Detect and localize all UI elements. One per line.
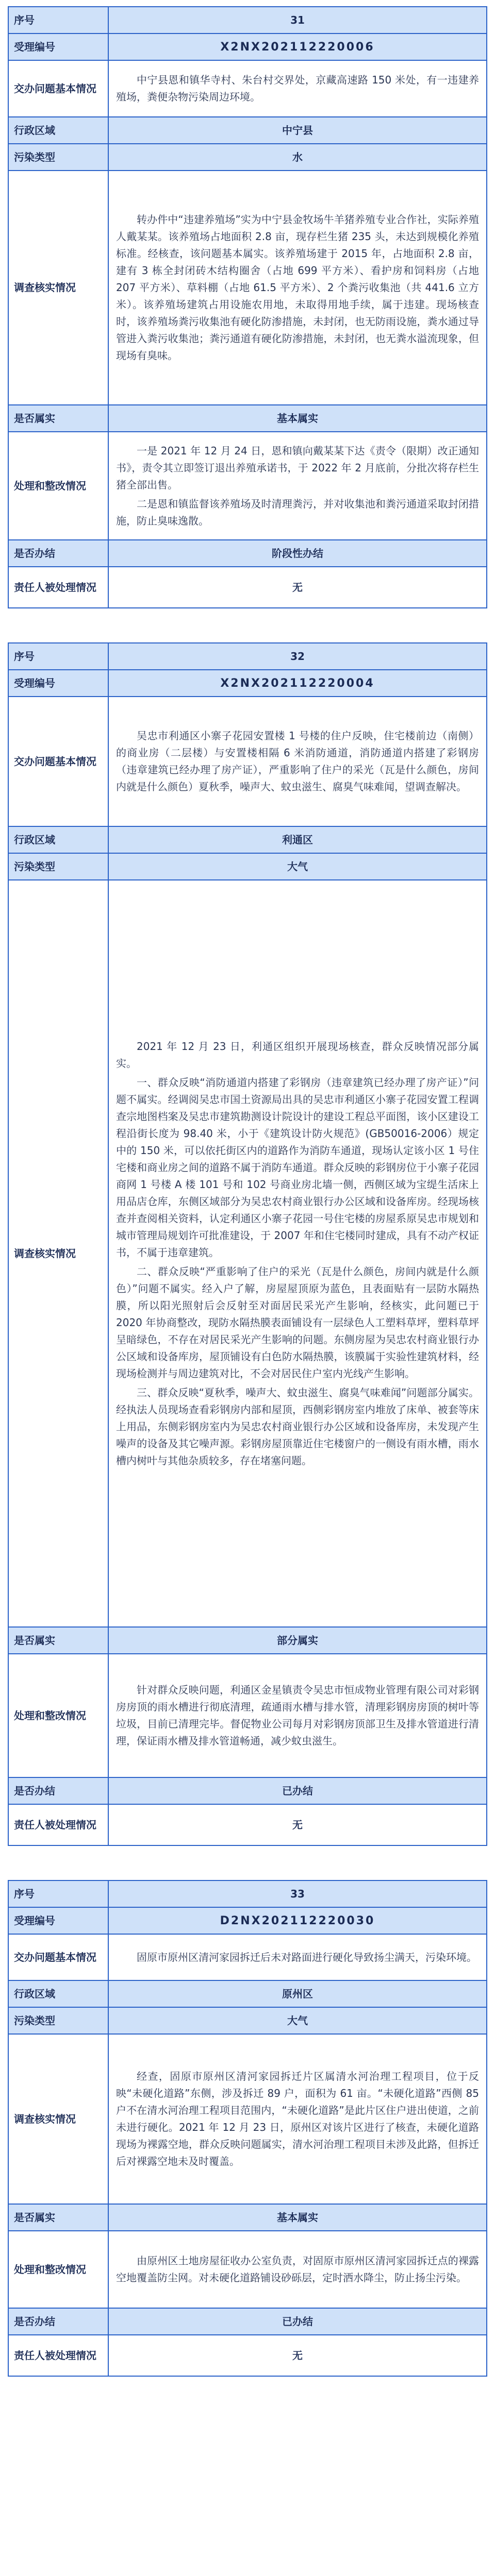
type-label: 污染类型 bbox=[8, 2007, 108, 2034]
investigation-paragraph: 二、群众反映“严重影响了住户的采光（瓦是什么颜色，房间内就是什么颜色）”问题不属实。经入户了解，房屋屋顶原为蓝色，且表面贴有一层防水隔热膜，所以阳光照射后会反射至对面居民采光产生影响，经核实，此问题已于 2020 年协商整改，现防水隔热膜表面铺设有一层绿色人工塑料草坪，塑料草坪呈暗绿色，不存在对居民采光产生影响的问题。东侧房屋为吴忠农村商业银行办公区域和设备库房，屋顶铺设有白色防水隔热膜，该膜属于实验性建筑材料，经现场检测并与周边建筑对比，不会对居民住户室内光线产生影响。 bbox=[116, 1265, 479, 1380]
issue-text bbox=[108, 60, 487, 117]
region-value: 中宁县 bbox=[108, 117, 487, 144]
handling-paragraph: 一是 2021 年 12 月 24 日，恩和镇向戴某某下达《责令（限期）改正通知书》，责令其立即签订退出养殖承诺书，于 2022 年 2 月底前，分批次将存栏生猪全部出售。 bbox=[116, 444, 479, 491]
investigation-label: 调查核实情况 bbox=[8, 880, 108, 1627]
handling-paragraph: 二是恩和镇监督该养殖场及时清理粪污，并对收集池和粪污通道采取封闭措施，防止臭味逸散。 bbox=[116, 497, 479, 527]
seq-value: 32 bbox=[108, 643, 487, 670]
handling-text bbox=[108, 1654, 487, 1777]
closed-value: 阶段性办结 bbox=[108, 540, 487, 567]
verified-value: 基本属实 bbox=[108, 405, 487, 432]
type-label: 污染类型 bbox=[8, 853, 108, 880]
closed-label: 是否办结 bbox=[8, 2308, 108, 2335]
issue-paragraph: 固原市原州区清河家园拆迁后未对路面进行硬化导致扬尘满天，污染环境。 bbox=[137, 1951, 477, 1963]
verified-label: 是否属实 bbox=[8, 2204, 108, 2231]
investigation-label: 调查核实情况 bbox=[8, 171, 108, 405]
investigation-text bbox=[108, 2034, 487, 2204]
seq-label: 序号 bbox=[8, 643, 108, 670]
record-32-table bbox=[8, 642, 487, 1846]
investigation-paragraph: 转办件中“违建养殖场”实为中宁县金牧场牛羊猪养殖专业合作社，实际养殖人戴某某。该养殖场占地面积 2.8 亩，现存栏生猪 235 头，未达到规模化养殖标准。经核查，该问题基本属实。该养殖场建于 2015 年，占地面积 2.8 亩，建有 3 栋全封闭砖木结构圈舍（占地 699 平方米）、看护房和饲料房（占地 207 平方米）、草料棚（占地 61.5 平方米）、2 个粪污收集池（共 441.6 立方米）。该养殖场建筑占用设施农用地，未取得用地手续，属于违建。现场核查时，该养殖场粪污收集池有硬化防渗措施，未封闭，也无防雨设施，粪水通过导管进入粪污收集池；粪污通道有硬化防渗措施，未封闭，也无粪水溢流现象，但现场有臭味。 bbox=[116, 213, 479, 362]
closed-value: 已办结 bbox=[108, 1777, 487, 1804]
type-value: 大气 bbox=[108, 2007, 487, 2034]
investigation-text bbox=[108, 171, 487, 405]
responsible-value: 无 bbox=[108, 2335, 487, 2376]
handling-text bbox=[108, 2231, 487, 2308]
code-value: X2NX202112220006 bbox=[108, 33, 487, 60]
handling-label: 处理和整改情况 bbox=[8, 432, 108, 540]
region-label: 行政区域 bbox=[8, 826, 108, 853]
responsible-label: 责任人被处理情况 bbox=[8, 567, 108, 608]
type-value: 大气 bbox=[108, 853, 487, 880]
investigation-text bbox=[108, 880, 487, 1627]
code-label: 受理编号 bbox=[8, 33, 108, 60]
verified-label: 是否属实 bbox=[8, 1627, 108, 1654]
responsible-value: 无 bbox=[108, 567, 487, 608]
handling-paragraph: 由原州区土地房屋征收办公室负责，对固原市原州区清河家园拆迁点的裸露空地覆盖防尘网。对未硬化道路铺设砂砾层，定时洒水降尘，防止扬尘污染。 bbox=[116, 2255, 479, 2284]
closed-label: 是否办结 bbox=[8, 1777, 108, 1804]
verified-value: 部分属实 bbox=[108, 1627, 487, 1654]
investigation-paragraph: 经查，固原市原州区清河家园拆迁片区属清水河治理工程项目，位于反映“未硬化道路”东侧，涉及拆迁 89 户，面积为 61 亩。“未硬化道路”西侧 85 户不在清水河治理工程项目范围内，“未硬化道路”是此片区住户进出使道，之前未进行硬化。2021 年 12 月 23 日，原州区对该片区进行了核查，未硬化道路现场为裸露空地，群众反映问题属实，清水河治理工程项目未涉及此路，但拆迁后对裸露空地未及时覆盖。 bbox=[116, 2070, 479, 2167]
record-33-table bbox=[8, 1880, 487, 2377]
responsible-label: 责任人被处理情况 bbox=[8, 2335, 108, 2376]
verified-label: 是否属实 bbox=[8, 405, 108, 432]
investigation-paragraph: 三、群众反映“夏秋季，噪声大、蚊虫滋生、腐臭气味难闻”问题部分属实。经执法人员现场查看彩钢房内部和屋顶，西侧彩钢房室内堆放了床单、被套等床上用品，东侧彩钢房室内为吴忠农村商业银行办公区域和设备库房，未发现产生噪声的设备及其它噪声源。彩钢房屋顶靠近住宅楼窗户的一侧设有雨水槽，雨水槽内树叶与其他杂质较多，存在堵塞问题。 bbox=[116, 1386, 479, 1467]
responsible-value: 无 bbox=[108, 1804, 487, 1845]
seq-value: 33 bbox=[108, 1880, 487, 1907]
investigation-paragraph: 2021 年 12 月 23 日，利通区组织开展现场核查，群众反映情况部分属实。 bbox=[116, 1040, 479, 1070]
verified-value: 基本属实 bbox=[108, 2204, 487, 2231]
issue-label: 交办问题基本情况 bbox=[8, 1934, 108, 1980]
region-value: 利通区 bbox=[108, 826, 487, 853]
type-value: 水 bbox=[108, 144, 487, 171]
investigation-paragraph: 一、群众反映“消防通道内搭建了彩钢房（违章建筑已经办理了房产证）”问题不属实。经调阅吴忠市国土资源局出具的吴忠市利通区小寨子花园安置工程调查宗地图档案及吴忠市建筑勘测设计院设计的建设工程总平面图，该小区建设工程沿街长度为 98.40 米，小于《建筑设计防火规范》(GB50016-2006）规定中的 150 米，可以依托街区内的道路作为消防车通道，现场认定该小区 1 号住宅楼和商业房之间的道路不属于消防车通道。群众反映的彩钢房位于小寨子花园商网 1 号楼 A 楼 101 号和 102 号商业房北墙一侧，西侧区域为宝缇生活床上用品店仓库，东侧区域部分为吴忠农村商业银行办公区域和设备库房。经现场核查并查阅相关资料，认定利通区小寨子花园一号住宅楼的房屋系原吴忠市规划和城市管理局规划许可批准建设，于 2007 年和住宅楼同时建成，具有不动产权证书，不属于违章建筑。 bbox=[116, 1076, 479, 1259]
seq-value: 31 bbox=[108, 7, 487, 33]
handling-paragraph: 针对群众反映问题，利通区金星镇责令吴忠市恒成物业管理有限公司对彩钢房房顶的雨水槽进行彻底清理，疏通雨水槽与排水管，清理彩钢房房顶的树叶等垃圾，目前已清理完毕。督促物业公司每月对彩钢房顶部卫生及排水管道进行清理，保证雨水槽及排水管道畅通，减少蚊虫滋生。 bbox=[116, 1684, 479, 1747]
issue-label: 交办问题基本情况 bbox=[8, 697, 108, 826]
responsible-label: 责任人被处理情况 bbox=[8, 1804, 108, 1845]
region-label: 行政区域 bbox=[8, 117, 108, 144]
closed-label: 是否办结 bbox=[8, 540, 108, 567]
code-value: X2NX202112220004 bbox=[108, 670, 487, 697]
region-label: 行政区域 bbox=[8, 1980, 108, 2007]
record-31-table bbox=[8, 6, 487, 608]
region-value: 原州区 bbox=[108, 1980, 487, 2007]
seq-label: 序号 bbox=[8, 7, 108, 33]
seq-label: 序号 bbox=[8, 1880, 108, 1907]
investigation-label: 调查核实情况 bbox=[8, 2034, 108, 2204]
code-value: D2NX202112220030 bbox=[108, 1907, 487, 1934]
issue-text bbox=[108, 697, 487, 826]
handling-text bbox=[108, 432, 487, 540]
code-label: 受理编号 bbox=[8, 1907, 108, 1934]
type-label: 污染类型 bbox=[8, 144, 108, 171]
issue-text bbox=[108, 1934, 487, 1980]
code-label: 受理编号 bbox=[8, 670, 108, 697]
issue-label: 交办问题基本情况 bbox=[8, 60, 108, 117]
issue-paragraph: 吴忠市利通区小寨子花园安置楼 1 号楼的住户反映，住宅楼前边（南侧）的商业房（二层楼）与安置楼相隔 6 米消防通道，消防通道内搭建了彩钢房（违章建筑已经办理了房产证），严重影响了住户的采光（瓦是什么颜色，房间内就是什么颜色）夏秋季，噪声大、蚊虫滋生、腐臭气味难闻，望调查解决。 bbox=[116, 730, 479, 793]
issue-paragraph: 中宁县恩和镇华寺村、朱台村交界处，京藏高速路 150 米处，有一违建养殖场，粪便杂物污染周边环境。 bbox=[116, 74, 479, 103]
handling-label: 处理和整改情况 bbox=[8, 1654, 108, 1777]
closed-value: 已办结 bbox=[108, 2308, 487, 2335]
handling-label: 处理和整改情况 bbox=[8, 2231, 108, 2308]
